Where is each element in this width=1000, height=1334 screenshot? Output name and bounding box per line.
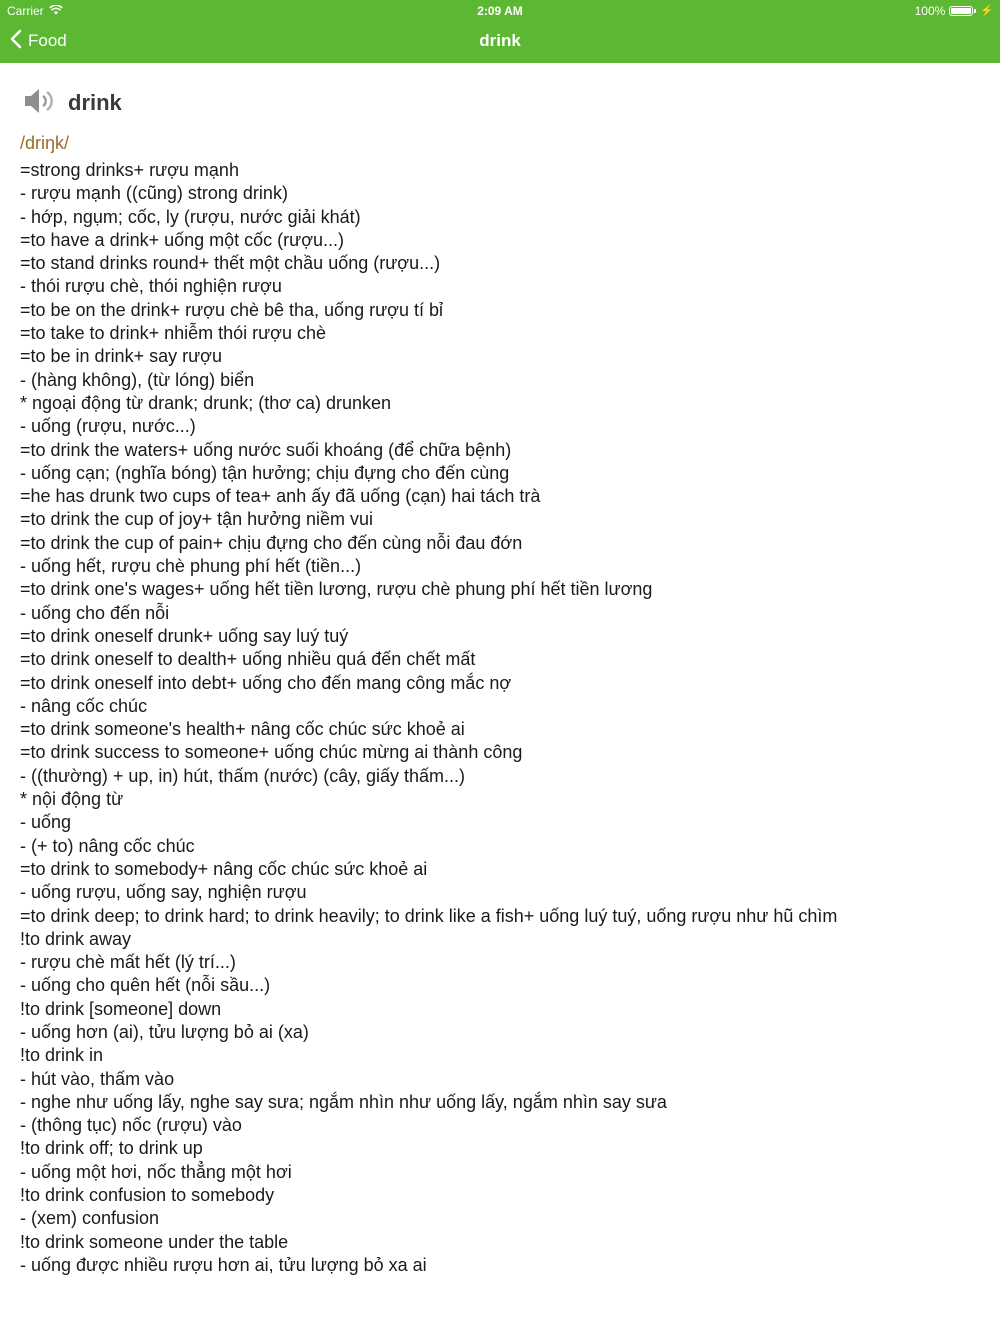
battery-percentage: 100% (914, 4, 946, 18)
headword: drink (68, 90, 122, 115)
definition-line: - nghe như uống lấy, nghe say sưa; ngắm nhìn như uống lấy, ngắm nhìn say sưa (20, 1091, 667, 1112)
definition-line: =to drink the cup of pain+ chịu đựng cho đến cùng nỗi đau đớn (20, 532, 523, 553)
definition-line: =to have a drink+ uống một cốc (rượu...) (20, 229, 345, 250)
definition-line: - rượu mạnh ((cũng) strong drink) (20, 183, 288, 204)
page-title: drink (479, 31, 521, 50)
definition-line: - nâng cốc chúc (20, 695, 148, 716)
definition-line: - hút vào, thấm vào (20, 1068, 175, 1089)
speaker-button[interactable] (22, 86, 56, 120)
status-battery-group (915, 4, 994, 18)
definition-line: =he has drunk two cups of tea+ anh ấy đã uống (cạn) hai tách trà (20, 486, 541, 507)
phonetic-transcription: /driŋk/ (20, 133, 70, 153)
definition-line: - (+ to) nâng cốc chúc (20, 835, 195, 856)
definition-line: =to drink oneself to dealth+ uống nhiều quá đến chết mất (20, 649, 476, 670)
definition-line: =to stand drinks round+ thết một chầu uống (rượu...) (20, 253, 441, 274)
definition-line: =to take to drink+ nhiễm thói rượu chè (20, 323, 327, 344)
definition-line: =to drink one's wages+ uống hết tiền lương, rượu chè phung phí hết tiền lương (20, 579, 653, 600)
definition-line: - uống rượu, uống say, nghiện rượu (20, 882, 307, 903)
definition-line: - (thông tục) nốc (rượu) vào (20, 1115, 242, 1136)
status-bar (0, 0, 1000, 22)
definition-line: - uống (rượu, nước...) (20, 416, 196, 437)
word-header (22, 86, 122, 120)
definition-line: =to be in drink+ say rượu (20, 346, 222, 367)
definition-line: =to drink someone's health+ nâng cốc chúc sức khoẻ ai (20, 719, 465, 740)
definition-line: =to drink the waters+ uống nước suối khoáng (để chữa bệnh) (20, 439, 512, 460)
definition-line: =to drink to somebody+ nâng cốc chúc sức khoẻ ai (20, 858, 428, 879)
definition-line: - rượu chè mất hết (lý trí...) (20, 952, 236, 973)
definition-line: !to drink someone under the table (20, 1231, 289, 1252)
definition-line: - hớp, ngụm; cốc, ly (rượu, nước giải khát) (20, 206, 361, 227)
navigation-bar (0, 0, 1000, 63)
battery-icon (949, 6, 973, 16)
definition-line: - uống hết, rượu chè phung phí hết (tiền...) (20, 556, 362, 577)
definition-line: !to drink [someone] down (20, 998, 222, 1019)
definition-line: =to drink success to someone+ uống chúc mừng ai thành công (20, 742, 523, 763)
definition-line: - ((thường) + up, in) hút, thấm (nước) (cây, giấy thấm...) (20, 765, 466, 786)
definition-list (20, 159, 980, 1277)
definition-line: - thói rượu chè, thói nghiện rượu (20, 276, 282, 297)
definition-line: !to drink in (20, 1045, 104, 1066)
carrier-label: Carrier (7, 4, 44, 18)
definition-line: - uống cho đến nỗi (20, 602, 170, 623)
battery-fill (951, 8, 971, 14)
definition-line: !to drink away (20, 928, 132, 949)
definition-line: =to drink oneself drunk+ uống say luý tuý (20, 625, 349, 646)
definition-line: - uống (20, 812, 72, 833)
definition-line: =to be on the drink+ rượu chè bê tha, uống rượu tí bỉ (20, 299, 443, 320)
definition-line: - uống cho quên hết (nỗi sầu...) (20, 975, 271, 996)
definition-line: - (xem) confusion (20, 1208, 160, 1229)
definition-line: - uống được nhiều rượu hơn ai, tửu lượng bỏ xa ai (20, 1254, 427, 1275)
definition-line: * ngoại động từ drank; drunk; (thơ ca) drunken (20, 392, 392, 413)
definition-line: =to drink oneself into debt+ uống cho đến mang công mắc nợ (20, 672, 512, 693)
definition-line: !to drink off; to drink up (20, 1138, 203, 1159)
back-button-label: Food (28, 31, 67, 50)
definition-line: - uống một hơi, nốc thẳng một hơi (20, 1161, 292, 1182)
definition-line: =strong drinks+ rượu mạnh (20, 160, 239, 180)
definition-line: - (hàng không), (từ lóng) biển (20, 369, 255, 390)
speaker-icon (22, 86, 56, 121)
definition-line: !to drink confusion to somebody (20, 1185, 275, 1206)
status-time: 2:09 AM (477, 4, 523, 18)
definition-line: =to drink the cup of joy+ tận hưởng niềm vui (20, 509, 374, 530)
definition-line: - uống hơn (ai), tửu lượng bỏ ai (xa) (20, 1021, 309, 1042)
dictionary-entry (0, 63, 1000, 1334)
definition-line: =to drink deep; to drink hard; to drink heavily; to drink like a fish+ uống luý tuý, uống rượu như hũ chìm (20, 905, 838, 926)
battery-tip (974, 9, 976, 13)
definition-line: - uống cạn; (nghĩa bóng) tận hưởng; chịu đựng cho đến cùng (20, 462, 510, 483)
charging-bolt-icon: ⚡ (980, 4, 994, 17)
definition-line: * nội động từ (20, 789, 124, 810)
